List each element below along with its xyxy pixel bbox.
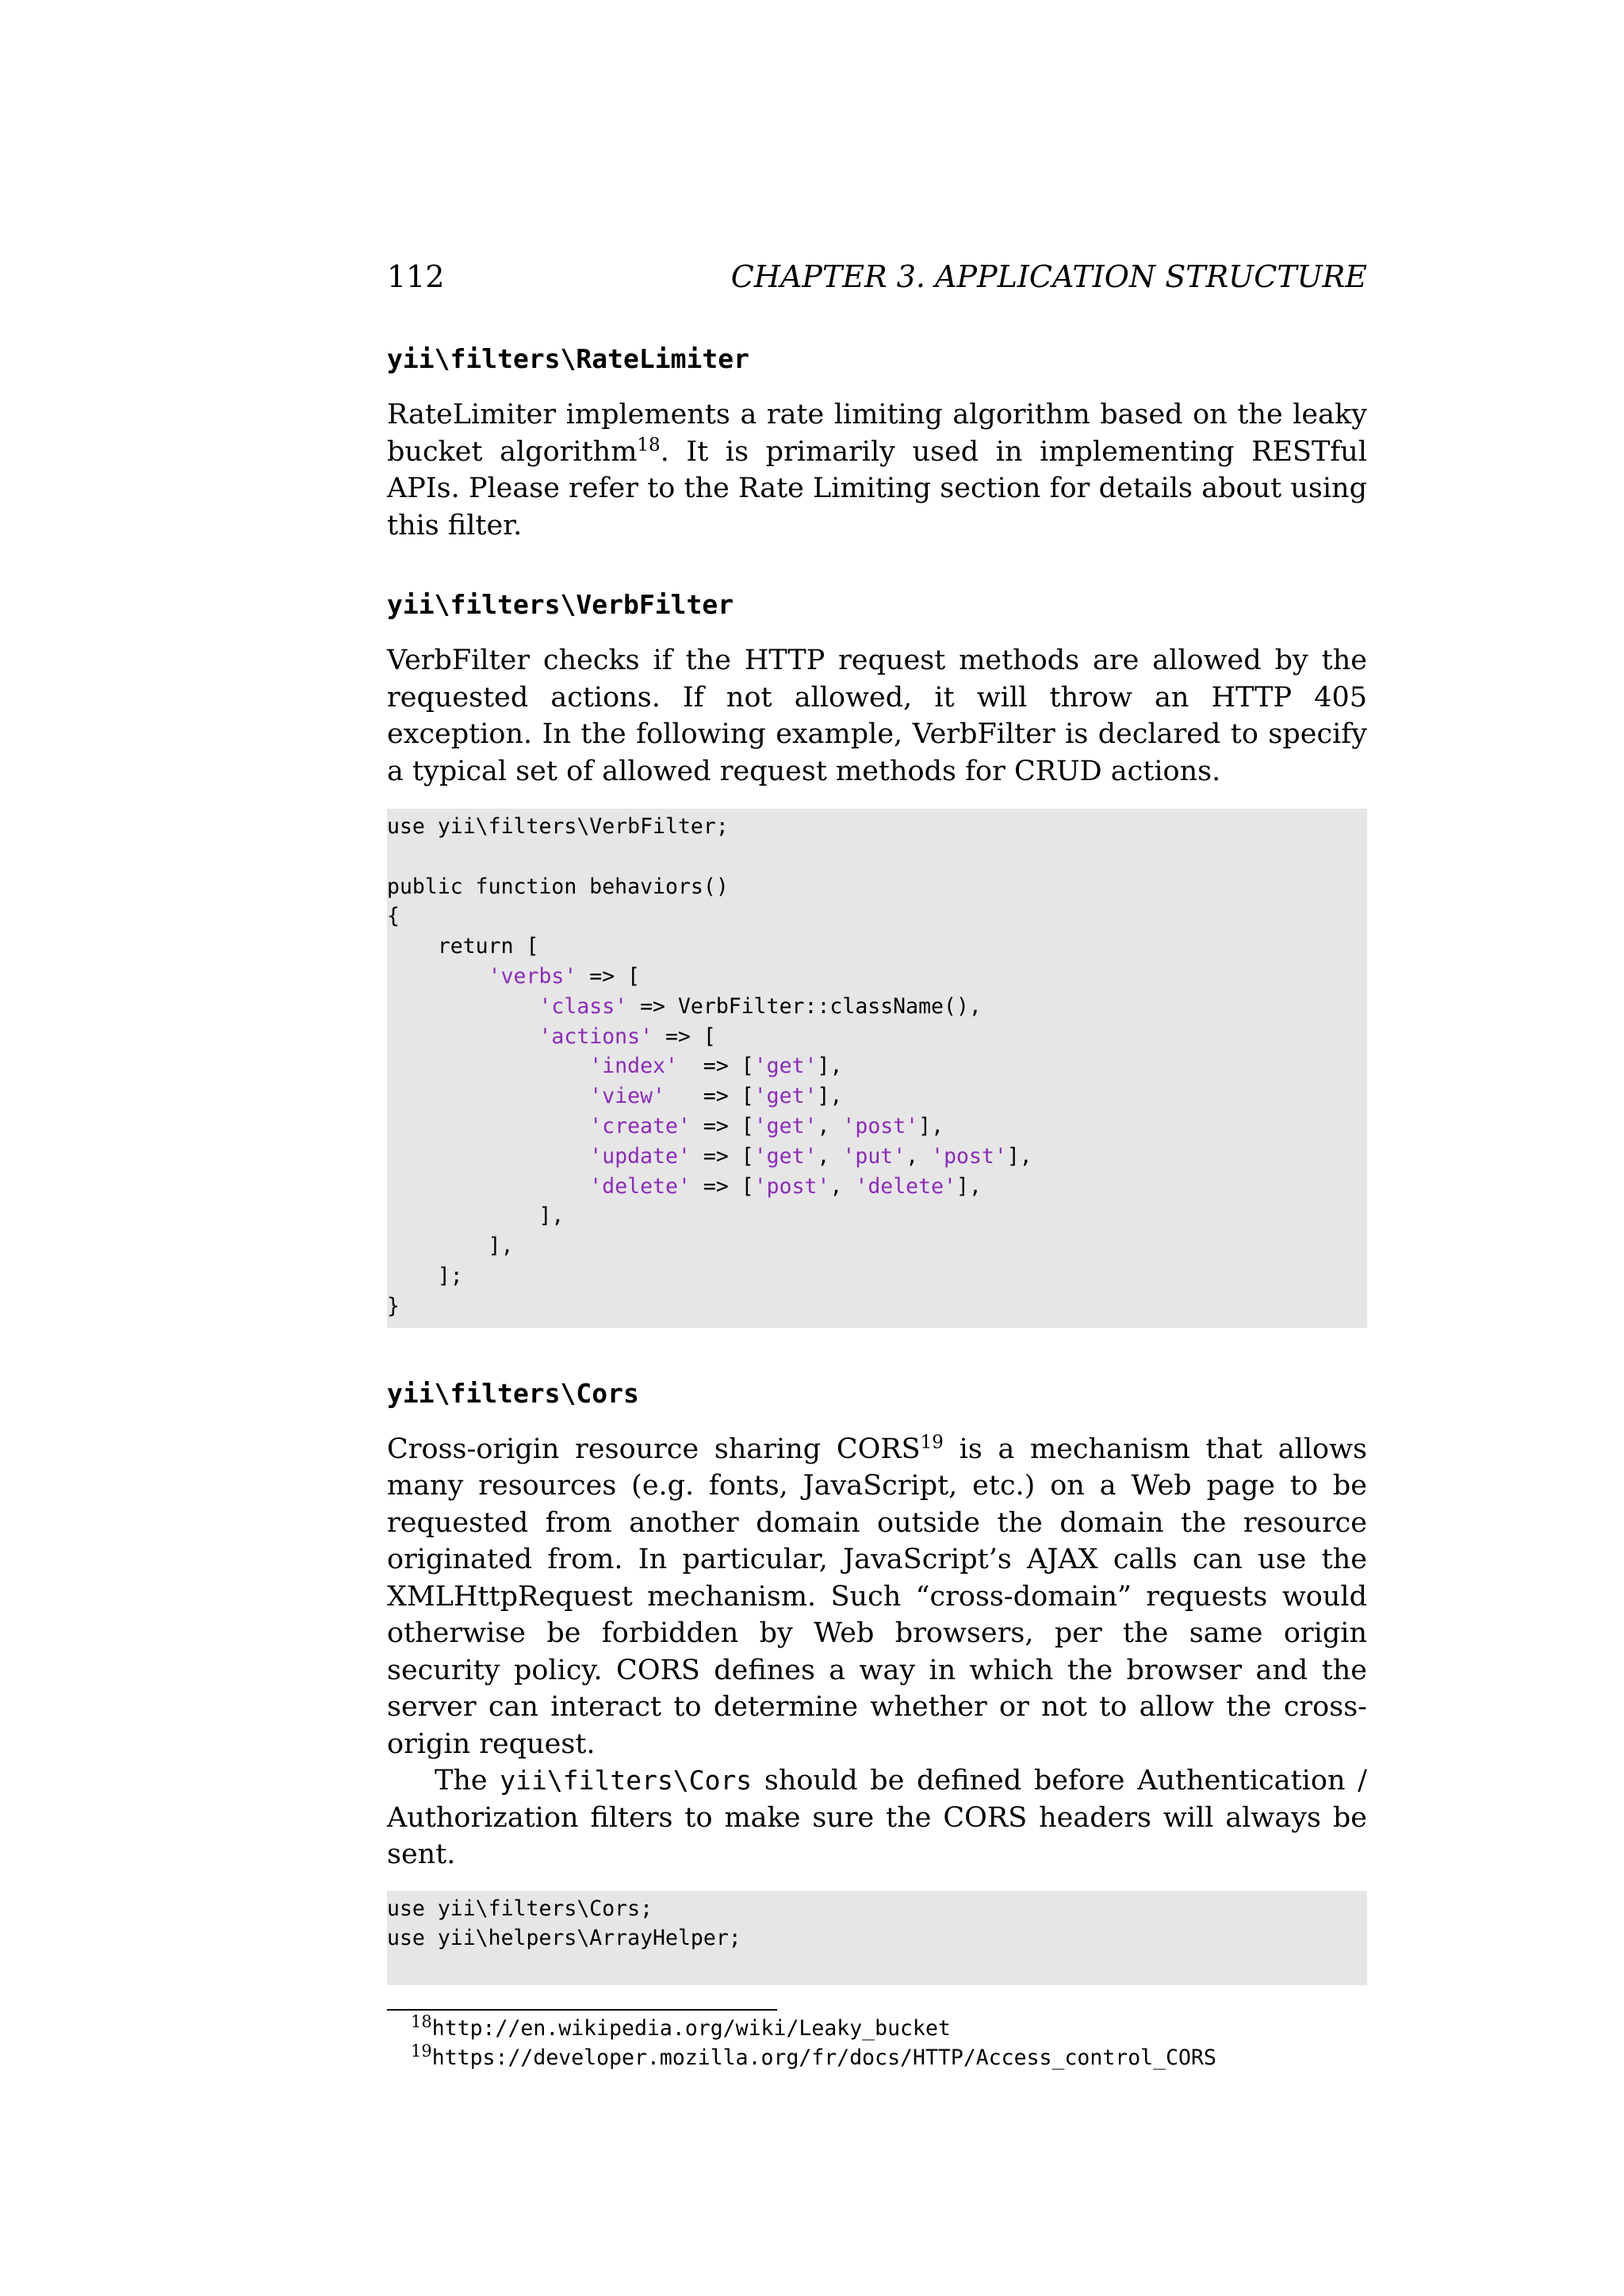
footnote-ref-18[interactable]: 18 <box>637 434 661 455</box>
footnote-19 <box>387 2043 1367 2072</box>
code-indent <box>387 1024 538 1049</box>
code-text: => [ <box>690 1173 754 1199</box>
code-string: 'get' <box>753 1084 818 1109</box>
code-line: ], <box>387 1234 514 1259</box>
code-text: => VerbFilter::className(), <box>627 993 982 1019</box>
code-string: 'get' <box>753 1143 818 1169</box>
code-string: 'post' <box>931 1143 1007 1169</box>
code-string: 'actions' <box>538 1024 653 1049</box>
code-string: 'view' <box>589 1084 666 1109</box>
code-line: } <box>387 1293 400 1318</box>
code-line <box>387 1051 1367 1081</box>
chapter-title: CHAPTER 3. APPLICATION STRUCTURE <box>730 259 1367 294</box>
code-line <box>387 1022 1367 1052</box>
code-string: 'delete' <box>855 1173 956 1199</box>
page-number: 112 <box>387 259 445 294</box>
code-text: ], <box>918 1113 944 1138</box>
code-line <box>387 992 1367 1022</box>
verbfilter-paragraph: VerbFilter checks if the HTTP request methods are allowed by the requested actions. If not allowed, it will throw an HTTP 405 exception. In the following example, VerbFilter is declared to specify a typical set of allowed request methods for CRUD actions. <box>387 645 1367 787</box>
code-indent <box>387 1114 589 1138</box>
cors-text-start: Cross-origin resource sharing CORS <box>387 1433 921 1465</box>
code-line <box>387 1172 1367 1202</box>
code-indent <box>387 964 488 989</box>
code-line <box>387 1081 1367 1112</box>
code-text: , <box>817 1143 843 1169</box>
verbfilter-code-block <box>387 809 1367 1328</box>
code-string: 'update' <box>589 1143 691 1169</box>
footnote-ref-19[interactable]: 19 <box>920 1431 944 1452</box>
cors-code-block <box>387 1891 1367 1986</box>
code-line: use yii\filters\Cors; <box>387 1896 653 1921</box>
code-string: 'post' <box>753 1173 830 1199</box>
code-line: { <box>387 904 400 929</box>
cors-order-paragraph <box>387 1762 1367 1873</box>
code-string: 'get' <box>753 1054 818 1079</box>
code-text: ], <box>1006 1143 1032 1169</box>
code-indent <box>387 1144 589 1169</box>
footnotes <box>387 2014 1367 2072</box>
code-indent <box>387 1084 589 1108</box>
ratelimiter-paragraph <box>387 396 1367 544</box>
footnote-mark: 19 <box>411 2042 432 2061</box>
footnote-url-link[interactable]: http://en.wikipedia.org/wiki/Leaky_bucket <box>431 2016 951 2042</box>
code-line <box>387 842 1367 872</box>
code-text: ], <box>817 1084 843 1109</box>
ratelimiter-text-end: . It is primarily used in implementing RESTful APIs. Please refer to the Rate Limiting section for details about using this filter. <box>387 435 1368 541</box>
code-string: 'delete' <box>589 1173 691 1199</box>
code-string: 'index' <box>589 1054 678 1079</box>
code-string: 'verbs' <box>488 963 577 989</box>
code-line <box>387 1112 1367 1142</box>
section-heading-ratelimiter: yii\filters\RateLimiter <box>387 343 749 374</box>
code-line: return [ <box>387 934 539 959</box>
footnote-divider <box>387 2009 777 2011</box>
code-line: use yii\filters\VerbFilter; <box>387 814 729 839</box>
section-heading-cors: yii\filters\Cors <box>387 1377 639 1409</box>
code-text: => [ <box>576 963 641 989</box>
code-string: 'create' <box>589 1113 691 1138</box>
code-text: => [ <box>677 1054 754 1079</box>
code-text: => [ <box>653 1024 716 1049</box>
footnote-mark: 18 <box>411 2012 432 2032</box>
code-line: use yii\helpers\ArrayHelper; <box>387 1926 741 1951</box>
code-line: public function behaviors() <box>387 874 729 899</box>
code-line <box>387 1142 1367 1172</box>
code-line: ], <box>387 1203 565 1229</box>
cors-text-end: is a mechanism that allows many resources (e.g. fonts, JavaScript, etc.) on a Web page to be requested from another domain outside the domain the resource originated from. In particular, JavaScript’s AJAX calls can use the XMLHttpRequest mechanism. Such “cross-domain” requests would otherwise be forbidden by Web browsers, per the same origin security policy. CORS defines a way in which the browser and the server can interact to determine whether or not to allow the cross-origin request. <box>387 1433 1367 1760</box>
cors-order-text-start: The <box>435 1765 500 1797</box>
cors-paragraph <box>387 1431 1367 1763</box>
code-text: ], <box>817 1054 843 1079</box>
code-text: , <box>829 1173 856 1199</box>
code-indent <box>387 1054 589 1078</box>
footnote-18 <box>387 2014 1367 2043</box>
code-line <box>387 962 1367 992</box>
code-text: => [ <box>690 1113 754 1138</box>
code-string: 'get' <box>753 1113 818 1138</box>
footnote-url-link[interactable]: https://developer.mozilla.org/fr/docs/HTTP/Access_control_CORS <box>431 2045 1216 2071</box>
code-text: ], <box>956 1173 982 1199</box>
code-text: => [ <box>690 1143 754 1169</box>
code-text: , <box>906 1143 932 1169</box>
code-line: ]; <box>387 1263 463 1288</box>
ratelimiter-text-start: RateLimiter implements a rate limiting algorithm based on the leaky bucket algorithm <box>387 399 1367 468</box>
inline-code-cors: yii\filters\Cors <box>500 1765 753 1797</box>
running-header <box>387 258 1367 295</box>
code-string: 'post' <box>842 1113 919 1138</box>
code-string: 'class' <box>538 993 628 1019</box>
cors-order-text-end: should be defined before Authentication / Authorization filters to make sure the CORS headers will always be sent. <box>387 1765 1367 1871</box>
section-heading-verbfilter: yii\filters\VerbFilter <box>387 589 734 620</box>
code-text: , <box>817 1113 843 1138</box>
code-indent <box>387 994 538 1019</box>
code-text: => [ <box>665 1084 754 1109</box>
code-string: 'put' <box>842 1143 906 1169</box>
page-content <box>387 258 1367 2072</box>
code-indent <box>387 1174 589 1199</box>
